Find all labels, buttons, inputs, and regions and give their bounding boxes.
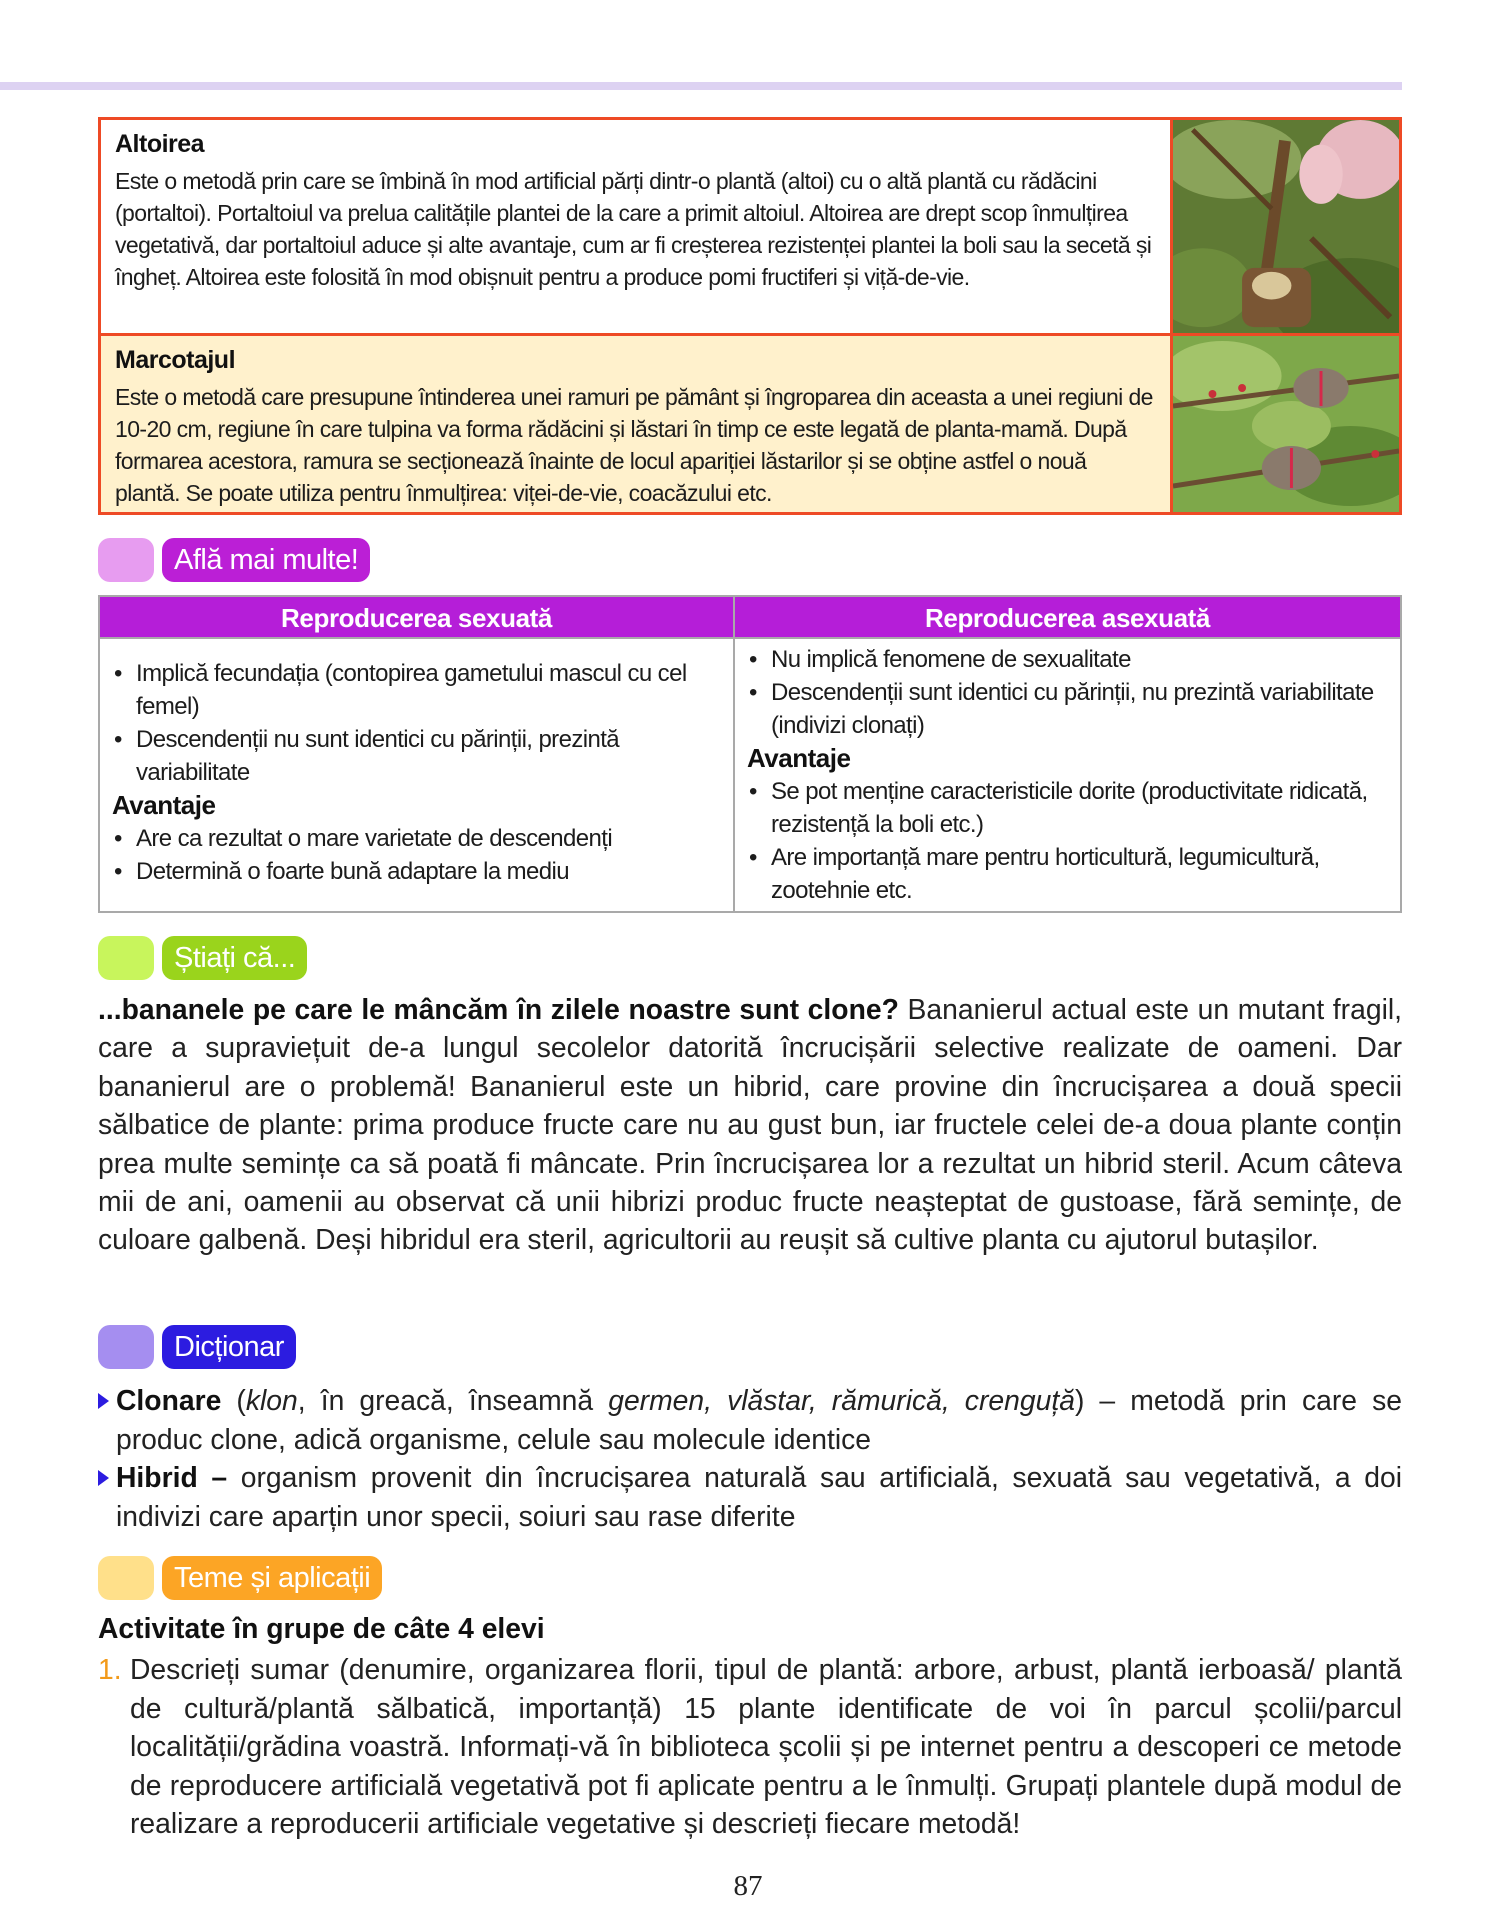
section-altoirea	[101, 120, 1170, 336]
page-number: 87	[733, 1870, 763, 1902]
clonare-pre: (	[221, 1384, 246, 1416]
list-item: • Are ca rezultat o mare varietate de descendenți	[112, 822, 721, 855]
clonare-etymon: klon	[245, 1384, 298, 1416]
entry-marker-icon	[98, 1393, 109, 1409]
list-item: • Descendenții sunt identici cu părinții, nu prezintă variabilitate (indivizi clonați)	[747, 676, 1388, 742]
list-item: • Descendenții nu sunt identici cu părinții, prezintă variabilitate	[112, 723, 721, 789]
entry-marker-icon	[98, 1470, 109, 1486]
altoirea-title: Altoirea	[115, 130, 205, 158]
tag-swatch	[98, 1556, 154, 1600]
asexual-header: Reproducerea asexuată	[735, 597, 1400, 639]
tag-swatch	[98, 538, 154, 582]
task-item	[98, 1650, 1402, 1843]
clonare-mid: , în greacă, înseamnă	[297, 1384, 609, 1416]
propagation-methods-box	[98, 117, 1402, 515]
asexual-list	[747, 643, 1388, 742]
clonare-term: Clonare	[116, 1384, 222, 1416]
grafting-photo	[1173, 120, 1399, 336]
list-item: • Are importanță mare pentru horticultură, legumicultură, zootehnie etc.	[747, 841, 1388, 907]
activity-title: Activitate în grupe de câte 4 elevi	[98, 1612, 545, 1644]
teme-aplicatii-label: Teme și aplicații	[162, 1556, 382, 1600]
clonare-definition: ) – metodă prin care se produc clone, adică organisme, celule sau molecule identice	[116, 1384, 1402, 1455]
marcotajul-text: Este o metodă care presupune întinderea unei ramuri pe pământ și îngroparea din aceasta a unei regiuni de 10-20 cm, regiune în care tulpina va forma rădăcini și lăstari în timp ce este legată de planta-mamă. După formarea acestora, ramura se secționează înainte de locul apariției lăstarilor și se obține astfel o nouă plantă. Se poate utiliza pentru înmulțirea: viței-de-vie, coacăzului etc.	[115, 384, 1153, 506]
sexual-column	[100, 597, 735, 911]
list-item: • Nu implică fenomene de sexualitate	[747, 643, 1388, 676]
list-item: • Se pot menține caracteristicile dorite (productivitate ridicată, rezistență la boli etc.)	[747, 775, 1388, 841]
methods-photos-column	[1170, 120, 1399, 512]
hibrid-term: Hibrid –	[116, 1461, 228, 1493]
sexual-advantages-label: Avantaje	[112, 790, 216, 820]
list-item: • Determină o foarte bună adaptare la mediu	[112, 855, 721, 888]
task-text: Descrieți sumar (denumire, organizarea florii, tipul de plantă: arbore, arbust, plantă ierboasă/ plantă de cultură/plantă sălbatică, importanță) 15 plante identificate de voi în parcul școlii/parcul localității/grădina voastră. Informați-vă în biblioteca școlii și pe internet pentru a descoperi ce metode de reproducere artificială vegetativă pot fi aplicate pentru a le înmulți. Grupați plantele după modul de realizare a reproducerii artificiale vegetative și descrieți fiecare metodă!	[130, 1653, 1402, 1839]
layering-photo	[1173, 336, 1399, 512]
dictionary-entry-clonare	[98, 1381, 1402, 1458]
methods-text-column	[101, 120, 1170, 512]
asexual-advantages-list	[747, 775, 1388, 907]
marcotajul-title: Marcotajul	[115, 346, 236, 374]
task-number: 1.	[98, 1653, 122, 1685]
altoirea-text: Este o metodă prin care se îmbină în mod artificial părți dintr-o plantă (altoi) cu o altă plantă cu rădăcini (portaltoi). Portaltoiul va prelua calitățile plantei de la care a primit altoiul. Altoirea are drept scop înmulțirea vegetativă, dar portaltoiul aduce și alte avantaje, cum ar fi creșterea rezistenței plantei la boli sau la secetă și îngheț. Altoirea este folosită în mod obișnuit pentru a produce pomi fructiferi și viță-de-vie.	[115, 168, 1152, 290]
banana-fact-paragraph	[98, 990, 1402, 1259]
banana-fact-lead: ...bananele pe care le mâncăm în zilele noastre sunt clone?	[98, 993, 899, 1025]
dictionary-entry-hibrid	[98, 1458, 1402, 1535]
asexual-column	[735, 597, 1400, 911]
reproduction-comparison-table	[98, 595, 1402, 913]
section-marcotajul	[101, 336, 1170, 512]
sexual-header: Reproducerea sexuată	[100, 597, 733, 639]
top-rule	[0, 82, 1402, 90]
dictionary-entries	[98, 1381, 1402, 1535]
clonare-meaning: germen, vlăstar, rămurică, crenguță	[608, 1384, 1075, 1416]
tag-swatch	[98, 1325, 154, 1369]
dictionar-label: Dicționar	[162, 1325, 296, 1369]
sexual-advantages-list	[112, 822, 721, 888]
banana-fact-text: Bananierul actual este un mutant fragil, care a supraviețuit de-a lungul secolelor datorită încrucișării selective realizate de oameni. Dar bananierul are o problemă! Bananierul este un hibrid, care provine din încrucișarea a două specii sălbatice de plante: prima produce fructe care nu au gust bun, iar fructele celei de-a doua plante conțin prea multe semințe ca să poată fi mâncate. Prin încrucișarea lor a rezultat un hibrid steril. Acum câteva mii de ani, oamenii au observat că unii hibrizi produc fructe neașteptat de gustoase, fără semințe, de culoare galbenă. Deși hibridul era steril, agricultorii au reușit să cultive planta cu ajutorul butașilor.	[98, 993, 1403, 1256]
afla-mai-multe-label: Află mai multe!	[162, 538, 370, 582]
tag-swatch	[98, 936, 154, 980]
asexual-body	[735, 639, 1400, 907]
sexual-list	[112, 657, 721, 789]
asexual-advantages-label: Avantaje	[747, 743, 851, 773]
list-item: • Implică fecundația (contopirea gametului mascul cu cel femel)	[112, 657, 721, 723]
stiati-ca-label: Știați că...	[162, 936, 307, 980]
hibrid-definition: organism provenit din încrucișarea naturală sau artificială, sexuată sau vegetativă, a doi indivizi care aparțin unor specii, soiuri sau rase diferite	[116, 1461, 1403, 1532]
sexual-body	[100, 639, 733, 888]
